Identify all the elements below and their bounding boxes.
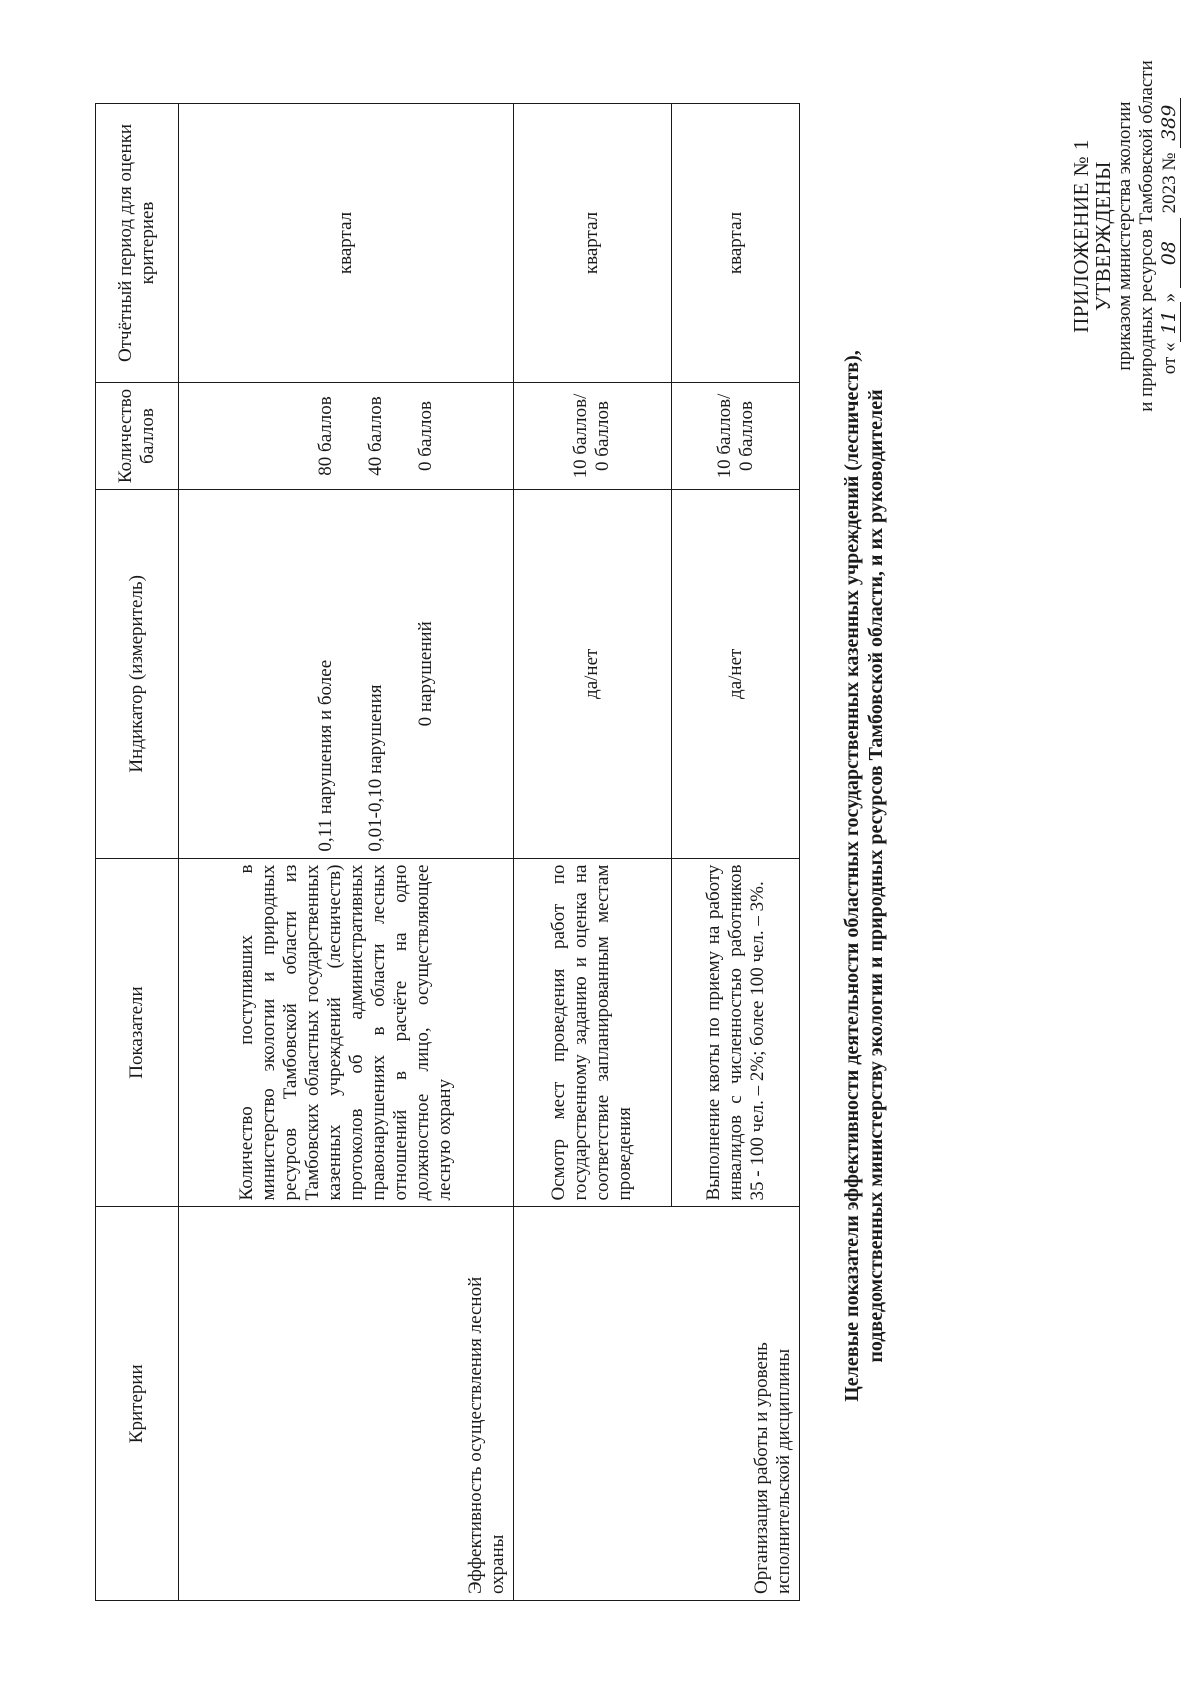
- document-title: [840, 106, 888, 1646]
- header-measure: Индикатор (измеритель): [96, 490, 179, 858]
- title-line2: подведомственных министерству экологии и природных ресурсов Тамбовской области, и их руководителей: [865, 389, 887, 1363]
- table-header-row: [96, 104, 179, 1601]
- approval-order-line2: и природных ресурсов Тамбовской области: [1136, 60, 1157, 412]
- approval-stamp: [1070, 26, 1181, 446]
- header-indicators: Показатели: [96, 858, 179, 1207]
- approval-date-line: от «11» 08 2023 № 389: [1158, 26, 1181, 446]
- criterion-cell: Эффективность осуществления лесной охраны: [179, 1207, 514, 1601]
- criteria-table: [95, 103, 800, 1601]
- header-period: Отчётный период для оценки критериев: [96, 104, 179, 383]
- order-number: 389: [1158, 98, 1181, 148]
- measure-option: 0,11 нарушения и более: [314, 659, 336, 852]
- criterion-cell: Организация работы и уровень исполнительской дисциплины: [513, 1207, 799, 1601]
- period-cell: квартал: [513, 104, 671, 383]
- points-cell: 10 баллов/ 0 баллов: [672, 382, 800, 489]
- measure-cell: да/нет: [513, 490, 671, 858]
- points-option: 80 баллов: [314, 396, 336, 476]
- measure-option: 0 нарушений: [414, 621, 436, 727]
- header-criteria: Критерии: [96, 1207, 179, 1601]
- header-points: Количество баллов: [96, 382, 179, 489]
- approval-order-line1: приказом министерства экологии: [1114, 101, 1135, 371]
- period-cell: квартал: [672, 104, 800, 383]
- period-cell: квартал: [179, 104, 514, 383]
- table-row: [513, 104, 671, 1601]
- title-line1: Целевые показатели эффективности деятельности областных государственных казенных учреждений (лесничеств),: [841, 350, 863, 1402]
- indicator-cell: Выполнение квоты по приему на работу инвалидов с численностью работников 35 - 100 чел. – 2%; более 100 чел. – 3%.: [672, 858, 800, 1207]
- measure-cell: [179, 490, 514, 858]
- approved-label: УТВЕРЖДЕНЫ: [1091, 161, 1115, 311]
- measure-cell: да/нет: [672, 490, 800, 858]
- measure-option: 0,01-0,10 нарушения: [364, 684, 386, 852]
- points-option: 40 баллов: [364, 396, 386, 476]
- indicator-cell: Количество поступивших в министерство экологии и природных ресурсов Тамбовской области из Тамбовских областных государственных казенных учреждений (лесничеств) протоколов об административных правонарушениях в области лесных отношений в расчёте на одно должностное лицо, осуществляющее лесную охрану: [179, 858, 514, 1207]
- points-cell: [179, 382, 514, 489]
- points-option: 0 баллов: [414, 401, 436, 471]
- appendix-label: ПРИЛОЖЕНИЕ № 1: [1069, 139, 1093, 333]
- points-cell: 10 баллов/ 0 баллов: [513, 382, 671, 489]
- date-day: 11: [1158, 302, 1181, 342]
- indicator-cell: Осмотр мест проведения работ по государственному заданию и оценка на соответствие запланированным местам проведения: [513, 858, 671, 1207]
- date-month: 08: [1158, 218, 1181, 288]
- table-row: [179, 104, 514, 1601]
